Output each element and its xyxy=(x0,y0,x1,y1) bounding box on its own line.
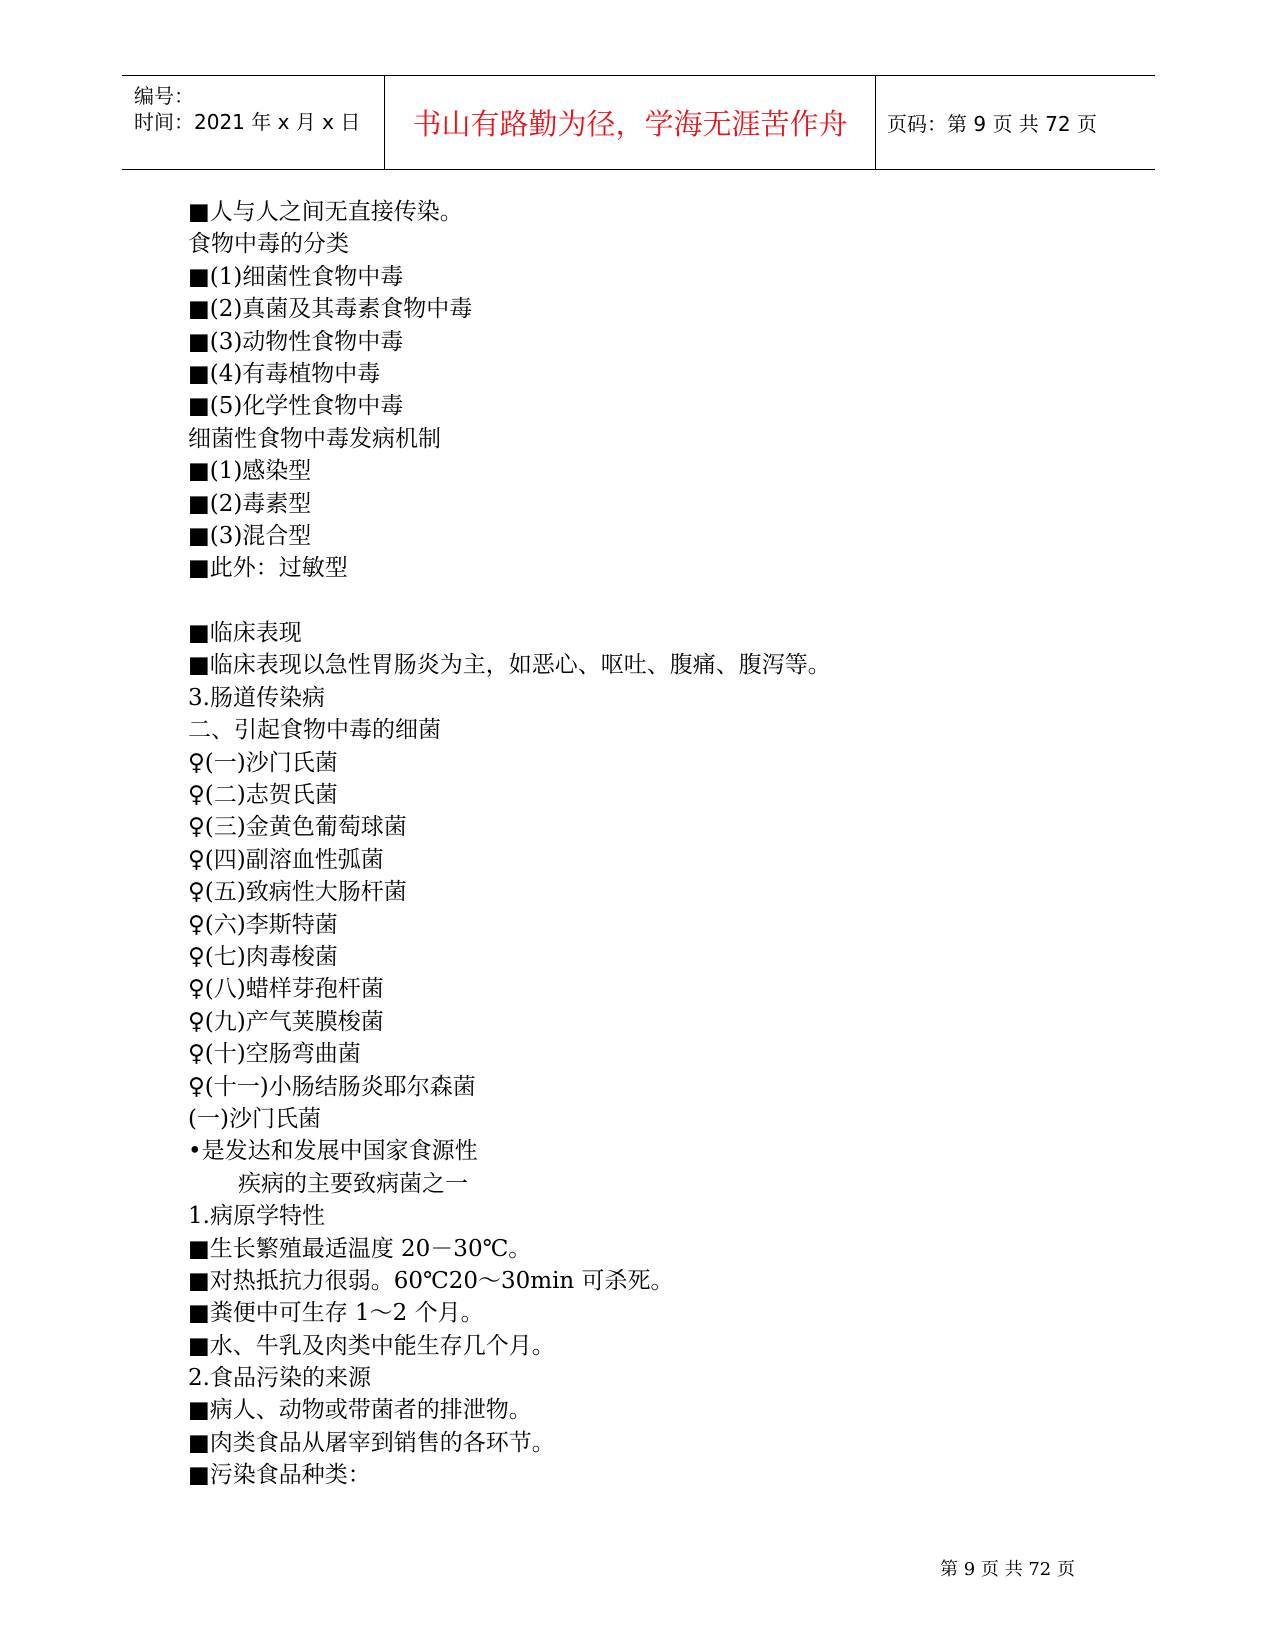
text-line: ♀(五)致病性大肠杆菌 xyxy=(188,879,407,906)
text-line: ♀(十一)小肠结肠炎耶尔森菌 xyxy=(188,1073,476,1100)
text-line: ■(3)混合型 xyxy=(188,522,312,549)
text-line: ■此外：过敏型 xyxy=(188,555,348,582)
text-line: ■病人、动物或带菌者的排泄物。 xyxy=(188,1397,532,1424)
text-line: ■肉类食品从屠宰到销售的各环节。 xyxy=(188,1429,555,1456)
text-line: ■污染食品种类： xyxy=(188,1462,371,1489)
text-line: ■(3)动物性食物中毒 xyxy=(188,328,404,355)
text-line: ■粪便中可生存 1～2 个月。 xyxy=(188,1300,484,1327)
text-line: ♀(八)蜡样芽孢杆菌 xyxy=(188,976,384,1003)
text-line: 3.肠道传染病 xyxy=(188,684,325,711)
text-line: ♀(六)李斯特菌 xyxy=(188,911,338,938)
text-line xyxy=(188,585,831,617)
text-line: 疾病的主要致病菌之一 xyxy=(238,1170,468,1197)
page-footer: 第 9 页 共 72 页 xyxy=(940,1559,1075,1580)
number-label: 编号： xyxy=(134,84,194,108)
text-line: •是发达和发展中国家食源性 xyxy=(188,1138,478,1165)
header-info-cell xyxy=(122,76,384,169)
text-line: 二、引起食物中毒的细菌 xyxy=(188,717,441,744)
text-line: ♀(一)沙门氏菌 xyxy=(188,749,338,776)
text-line: ♀(三)金黄色葡萄球菌 xyxy=(188,814,407,841)
text-line: 细菌性食物中毒发病机制 xyxy=(188,425,441,452)
page-header xyxy=(122,75,1155,170)
text-line: ■(1)细菌性食物中毒 xyxy=(188,263,404,290)
text-line: ■(5)化学性食物中毒 xyxy=(188,393,404,420)
text-line: ■临床表现以急性胃肠炎为主，如恶心、呕吐、腹痛、腹泻等。 xyxy=(188,652,831,679)
text-line: (一)沙门氏菌 xyxy=(188,1105,321,1132)
text-line: ♀(七)肉毒梭菌 xyxy=(188,943,338,970)
document-body xyxy=(188,196,831,1492)
text-line: ■生长繁殖最适温度 20－30℃。 xyxy=(188,1235,532,1262)
text-line: ♀(九)产气荚膜梭菌 xyxy=(188,1008,384,1035)
text-line: ■人与人之间无直接传染。 xyxy=(188,199,463,225)
text-line: ■对热抵抗力很弱。60℃20～30min 可杀死。 xyxy=(188,1267,674,1294)
text-line: ♀(十)空肠弯曲菌 xyxy=(188,1041,361,1068)
text-line: 2.食品污染的来源 xyxy=(188,1365,371,1392)
text-line: 食物中毒的分类 xyxy=(188,231,349,258)
text-line: ■临床表现 xyxy=(188,620,302,647)
time-label: 时间：2021 年 x 月 x 日 xyxy=(134,110,361,134)
text-line: ■(4)有毒植物中毒 xyxy=(188,360,381,387)
text-line: ♀(二)志贺氏菌 xyxy=(188,782,338,809)
text-line: ■(1)感染型 xyxy=(188,458,312,485)
header-page-info: 页码：第 9 页 共 72 页 xyxy=(887,112,1097,136)
text-line: 1.病原学特性 xyxy=(188,1203,325,1230)
text-line: ■水、牛乳及肉类中能生存几个月。 xyxy=(188,1332,555,1359)
text-line: ♀(四)副溶血性弧菌 xyxy=(188,846,384,873)
header-motto: 书山有路勤为径，学海无涯苦作舟 xyxy=(384,76,876,169)
text-line: ■(2)真菌及其毒素食物中毒 xyxy=(188,296,473,323)
text-line: ■(2)毒素型 xyxy=(188,490,312,517)
